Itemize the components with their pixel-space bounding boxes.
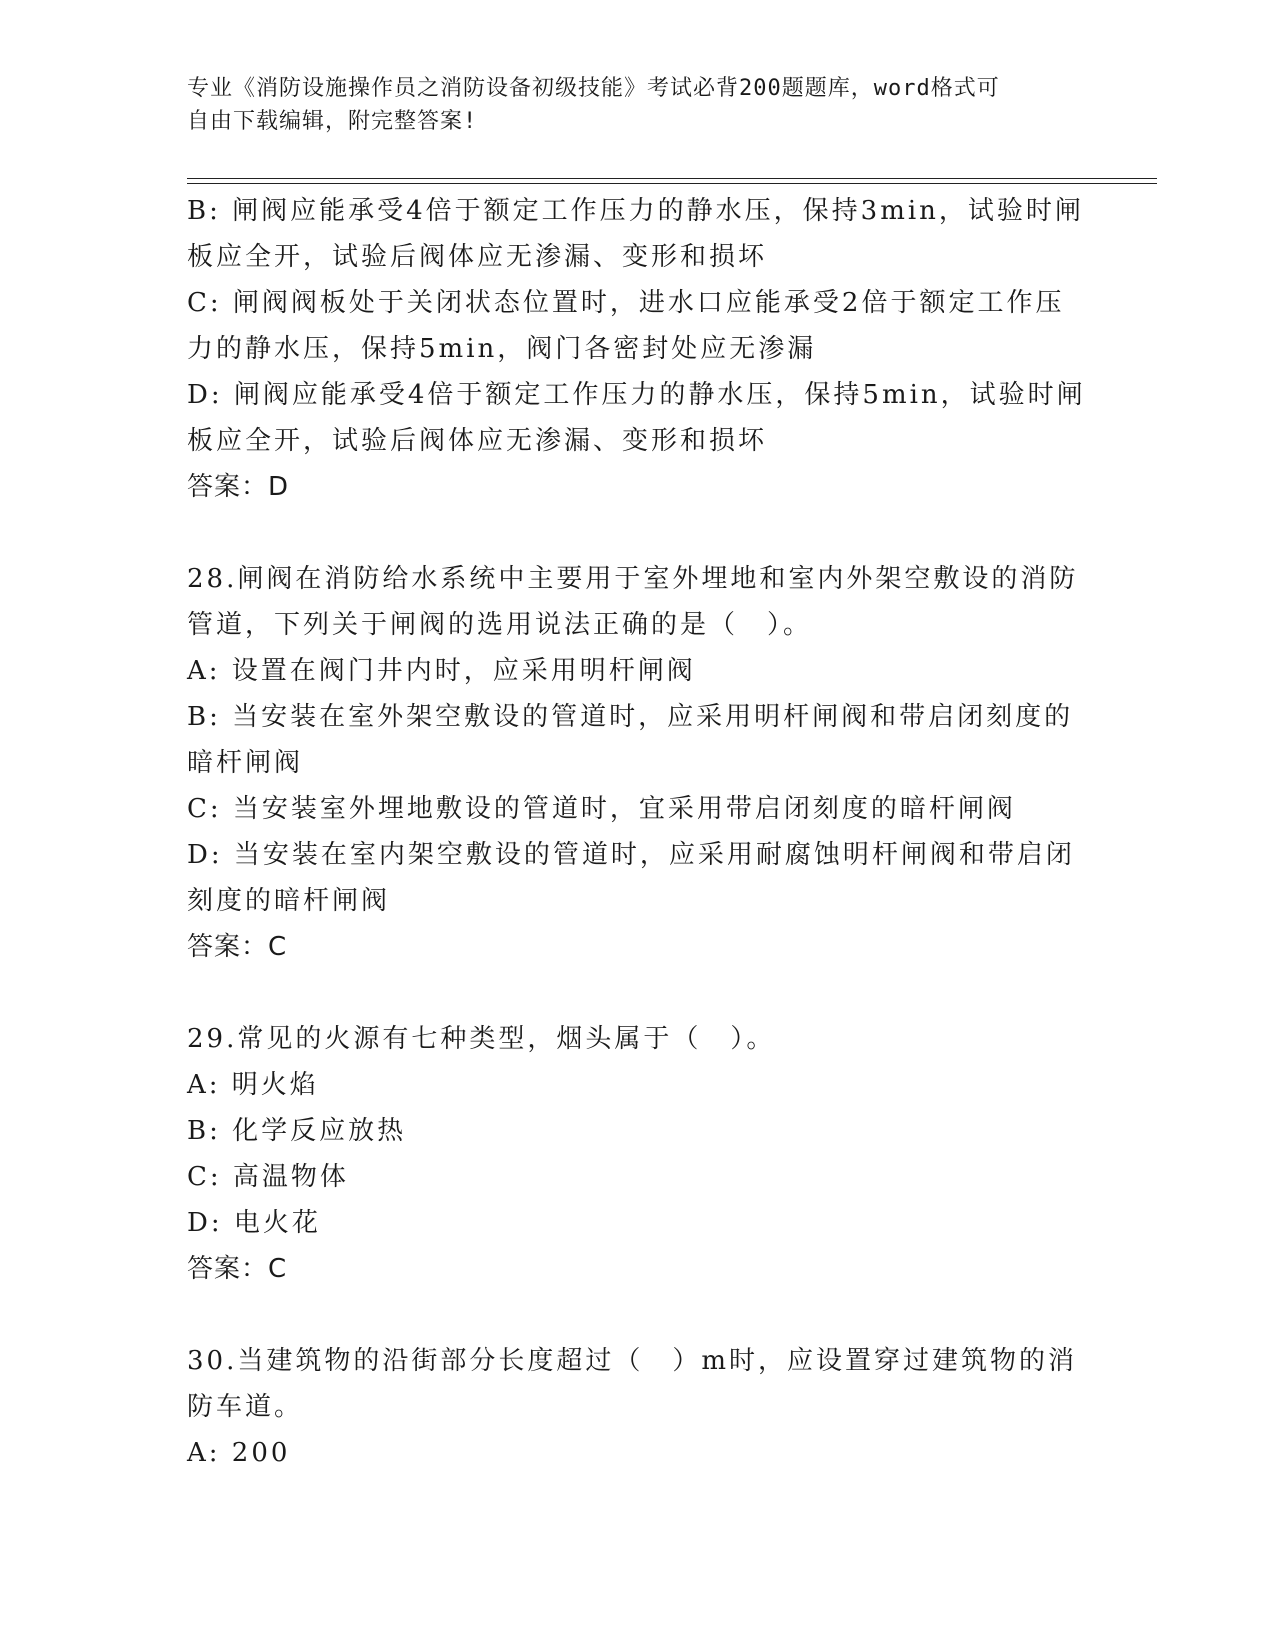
header-divider: [187, 183, 1157, 184]
option-text: 暗杆闸阀: [187, 748, 304, 778]
option-text: A: 设置在阀门井内时，应采用明杆闸阀: [187, 656, 696, 686]
option-text: B: 当安装在室外架空敷设的管道时，应采用明杆闸阀和带启闭刻度的: [187, 702, 1074, 732]
question-block: [187, 1338, 1087, 1476]
question-stem: 防车道。: [187, 1392, 304, 1422]
answer-line: 答案：C: [187, 1254, 288, 1284]
question-stem: 30.当建筑物的沿街部分长度超过（ ）m时，应设置穿过建筑物的消: [187, 1346, 1078, 1376]
option-text: D: 电火花: [187, 1208, 321, 1238]
question-stem: 管道，下列关于闸阀的选用说法正确的是（ ）。: [187, 610, 813, 640]
option-text: 力的静水压，保持5min，阀门各密封处应无渗漏: [187, 334, 817, 364]
question-stem: 28.闸阀在消防给水系统中主要用于室外埋地和室内外架空敷设的消防: [187, 564, 1079, 594]
option-text: C: 当安装室外埋地敷设的管道时，宜采用带启闭刻度的暗杆闸阀: [187, 794, 1016, 824]
question-content: [187, 188, 1087, 1476]
header-divider: [187, 178, 1157, 179]
header-line: 自由下载编辑，附完整答案!: [187, 109, 478, 134]
option-text: B: 化学反应放热: [187, 1116, 407, 1146]
option-text: 板应全开，试验后阀体应无渗漏、变形和损坏: [187, 242, 768, 272]
option-text: A: 200: [187, 1438, 291, 1468]
question-block: [187, 556, 1087, 970]
spacer: [187, 1292, 1087, 1338]
option-text: 刻度的暗杆闸阀: [187, 886, 391, 916]
option-text: C: 高温物体: [187, 1162, 349, 1192]
spacer: [187, 970, 1087, 1016]
option-text: D: 当安装在室内架空敷设的管道时，应采用耐腐蚀明杆闸阀和带启闭: [187, 840, 1075, 870]
option-text: 板应全开，试验后阀体应无渗漏、变形和损坏: [187, 426, 768, 456]
header-line: 专业《消防设施操作员之消防设备初级技能》考试必背200题题库，word格式可: [187, 76, 1000, 101]
answer-line: 答案：C: [187, 932, 288, 962]
option-text: B: 闸阀应能承受4倍于额定工作压力的静水压，保持3min，试验时闸: [187, 196, 1084, 226]
question-block: [187, 188, 1087, 510]
answer-line: 答案：D: [187, 472, 290, 502]
option-text: D: 闸阀应能承受4倍于额定工作压力的静水压，保持5min，试验时闸: [187, 380, 1086, 410]
question-block: [187, 1016, 1087, 1292]
question-stem: 29.常见的火源有七种类型，烟头属于（ ）。: [187, 1024, 776, 1054]
page-header: [187, 72, 1087, 138]
spacer: [187, 510, 1087, 556]
option-text: A: 明火焰: [187, 1070, 319, 1100]
option-text: C: 闸阀阀板处于关闭状态位置时，进水口应能承受2倍于额定工作压: [187, 288, 1065, 318]
